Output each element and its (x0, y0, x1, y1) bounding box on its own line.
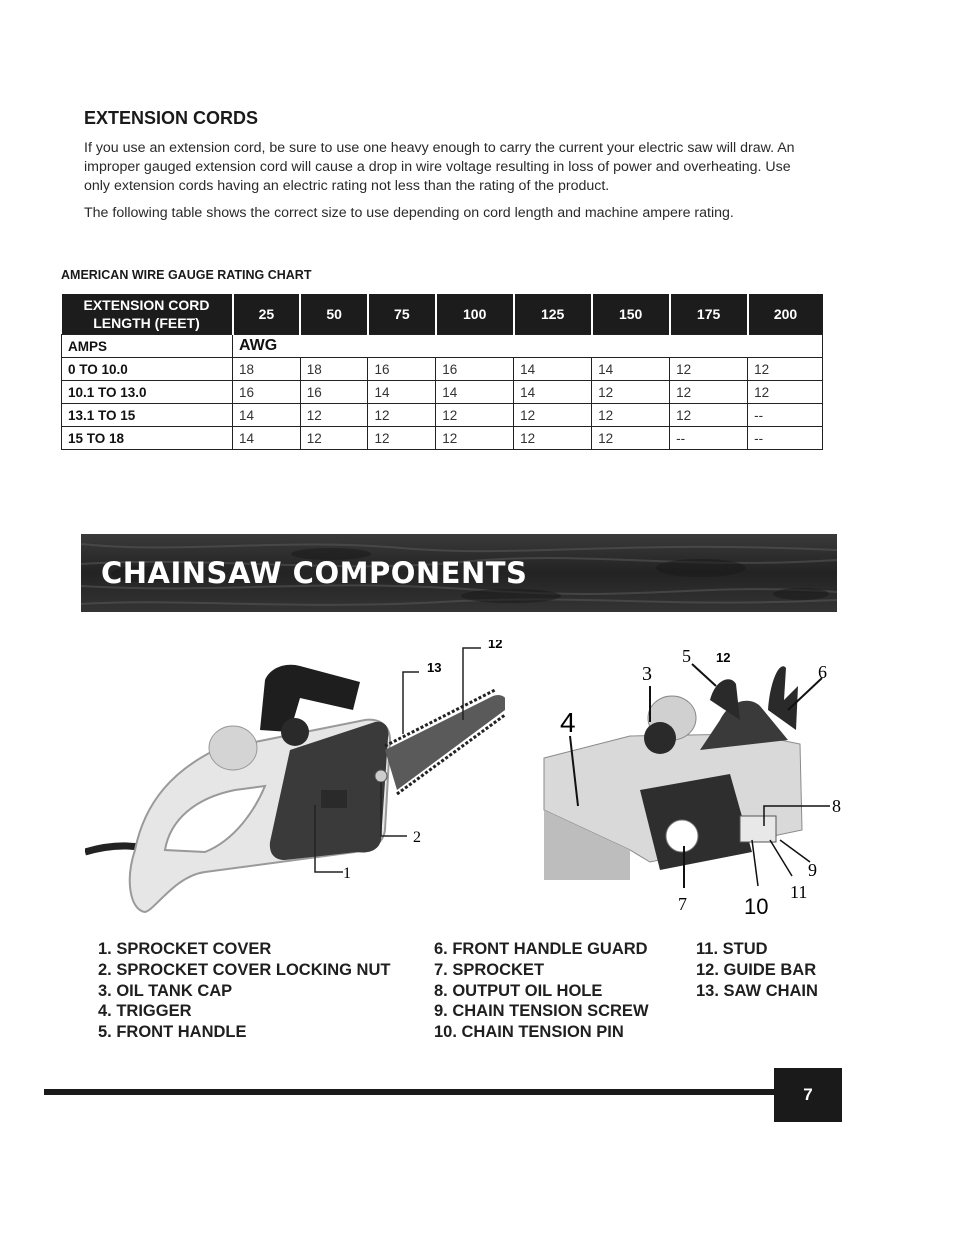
awg-cell: 12 (436, 427, 514, 450)
component-item: 7. SPROCKET (434, 961, 545, 979)
callout-12: 12 (488, 640, 503, 651)
callout-4: 4 (560, 707, 576, 738)
awg-cell: 12 (670, 381, 748, 404)
callout-line-10 (752, 840, 758, 886)
length-col: 75 (368, 294, 436, 335)
table-row (62, 381, 823, 404)
component-item: 6. FRONT HANDLE GUARD (434, 940, 648, 958)
amps-label: AMPS (62, 335, 233, 358)
awg-cell: 12 (436, 404, 514, 427)
callout-10: 10 (744, 894, 769, 919)
component-item: 9. CHAIN TENSION SCREW (434, 1002, 649, 1020)
oil-tank-cap (644, 722, 676, 754)
chainsaw-side-figure (85, 640, 505, 920)
length-col: 175 (670, 294, 748, 335)
callout-2: 2 (413, 829, 421, 846)
component-item: 1. SPROCKET COVER (98, 940, 272, 958)
cover-plate (321, 790, 347, 808)
components-banner (81, 534, 837, 612)
component-item: 10. CHAIN TENSION PIN (434, 1023, 624, 1041)
length-col: 150 (592, 294, 670, 335)
table-row (62, 358, 823, 381)
table-row (62, 335, 823, 358)
awg-cell: 14 (514, 358, 592, 381)
awg-cell: -- (748, 404, 823, 427)
length-header-line2: LENGTH (FEET) (93, 315, 200, 331)
awg-cell: 12 (748, 381, 823, 404)
awg-cell: 12 (300, 427, 368, 450)
section-title: EXTENSION CORDS (84, 108, 259, 128)
amps-cell: 13.1 TO 15 (62, 404, 233, 427)
callout-9: 9 (808, 860, 817, 880)
rear-wheel (209, 726, 257, 770)
length-col: 25 (233, 294, 301, 335)
awg-cell: 14 (368, 381, 436, 404)
callout-line-13 (403, 672, 419, 734)
awg-cell: 16 (233, 381, 301, 404)
awg-cell: 18 (300, 358, 368, 381)
awg-cell: 12 (368, 404, 436, 427)
banner-title: CHAINSAW COMPONENTS (101, 556, 528, 590)
locking-nut (375, 770, 387, 782)
length-col: 50 (300, 294, 368, 335)
awg-cell: 12 (368, 427, 436, 450)
length-col: 100 (436, 294, 514, 335)
component-item: 3. OIL TANK CAP (98, 982, 233, 1000)
awg-cell: 12 (514, 404, 592, 427)
length-header (62, 294, 233, 335)
component-item: 11. STUD (696, 940, 768, 958)
awg-cell: 14 (233, 404, 301, 427)
callout-line-5 (692, 664, 716, 686)
front-handle-guard (260, 665, 360, 732)
component-item: 5. FRONT HANDLE (98, 1023, 247, 1041)
intro-paragraph: If you use an extension cord, be sure to use one heavy enough to carry the current your electric saw will draw. An improper gauged extension cord will cause a drop in wire voltage resulting in loss of power and overheating. Use only extension cords having an electric rating not less than the rating of the product. (84, 140, 795, 194)
component-item: 4. TRIGGER (98, 1002, 192, 1020)
awg-cell: -- (748, 427, 823, 450)
callout-3: 3 (642, 663, 652, 685)
page-number: 7 (774, 1068, 842, 1122)
awg-cell: 12 (748, 358, 823, 381)
amps-cell: 15 TO 18 (62, 427, 233, 450)
callout-7: 7 (678, 894, 687, 914)
footer-rule (44, 1089, 775, 1095)
callout-6: 6 (818, 662, 827, 682)
callout-line-11 (770, 840, 792, 876)
callout-8: 8 (832, 796, 841, 816)
chainsaw-detail-figure (540, 640, 860, 920)
awg-cell: 12 (670, 404, 748, 427)
awg-cell: 14 (436, 381, 514, 404)
table-row (62, 404, 823, 427)
awg-cell: 16 (368, 358, 436, 381)
length-col: 125 (514, 294, 592, 335)
awg-cell: 12 (592, 427, 670, 450)
awg-cell: 14 (514, 381, 592, 404)
table-row (62, 427, 823, 450)
component-item: 2. SPROCKET COVER LOCKING NUT (98, 961, 391, 979)
awg-table (61, 294, 823, 450)
awg-cell: 12 (592, 381, 670, 404)
length-header-line1: EXTENSION CORD (83, 297, 210, 313)
table-header-row (62, 294, 823, 335)
awg-cell: 12 (592, 404, 670, 427)
callout-13: 13 (427, 660, 442, 675)
sprocket (666, 820, 698, 852)
handle-guard-tip (768, 666, 798, 730)
tension-block (740, 816, 776, 842)
awg-cell: 16 (436, 358, 514, 381)
callout-1: 1 (343, 865, 351, 882)
component-item: 13. SAW CHAIN (696, 982, 818, 1000)
table-intro-paragraph: The following table shows the correct size to use depending on cord length and machine ampere rating. (84, 205, 734, 221)
callout-11: 11 (790, 882, 808, 902)
awg-cell: 18 (233, 358, 301, 381)
awg-chart-title: AMERICAN WIRE GAUGE RATING CHART (61, 268, 312, 282)
length-col: 200 (748, 294, 823, 335)
awg-cell: 12 (300, 404, 368, 427)
awg-cell: -- (670, 427, 748, 450)
awg-cell: 14 (592, 358, 670, 381)
amps-cell: 0 TO 10.0 (62, 358, 233, 381)
awg-cell: 12 (670, 358, 748, 381)
amps-cell: 10.1 TO 13.0 (62, 381, 233, 404)
oil-tank-cap (281, 718, 309, 746)
awg-cell: 14 (233, 427, 301, 450)
component-item: 8. OUTPUT OIL HOLE (434, 982, 603, 1000)
callout-12: 12 (716, 650, 731, 665)
awg-cell: 16 (300, 381, 368, 404)
awg-label: AWG (233, 335, 823, 358)
callout-5: 5 (682, 646, 691, 666)
awg-cell: 12 (514, 427, 592, 450)
callout-line-9 (780, 840, 810, 862)
component-item: 12. GUIDE BAR (696, 961, 817, 979)
